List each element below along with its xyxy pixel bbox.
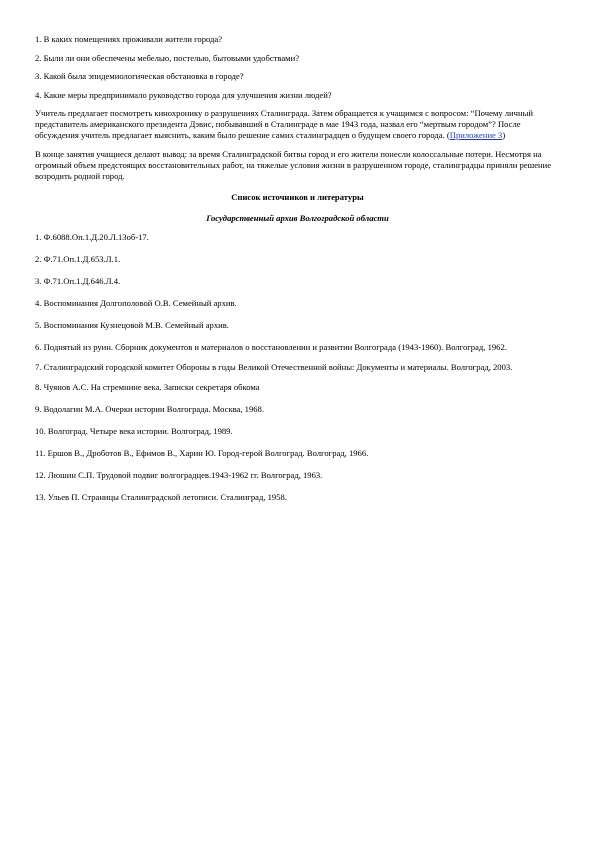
source-item-13: 13. Ульев П. Страницы Сталинградской летописи. Сталинград, 1958. <box>35 491 287 502</box>
archive-subtitle: Государственный архив Волгоградской области <box>206 212 389 223</box>
lesson-paragraph-2: В конце занятия учащиеся делают вывод: за время Сталинградской битвы город и его жители понесли колоссальные потери. Несмотря на огромный объем предстоящих восстановительных работ, на тяжелые условия жизни в разрушенном городе, сталинградцы приняли решение возродить родной город. <box>35 148 552 181</box>
lesson-paragraph-1-text: Учитель предлагает посмотреть кинохронику о разрушениях Сталинграда. Затем обращается к учащимся с вопросом: “Почему личный представитель американского президента Дэвис, побывавший в Сталинграде в мае 1943 года, назвал его “мертвым городом”? После обсуждения учитель предлагает выяснить, каким было решение самих сталинградцев о будущем своего города. ( <box>35 108 533 140</box>
question-3: 3. Какой была эпидемиологическая обстановка в городе? <box>35 71 244 81</box>
question-4: 4. Какие меры предпринимало руководство города для улучшения жизни людей? <box>35 89 332 100</box>
source-item-9: 9. Водолагин М.А. Очерки истории Волгограда. Москва, 1968. <box>35 403 265 414</box>
source-item-5: 5. Воспоминания Кузнецовой М.В. Семейный архив. <box>35 319 229 330</box>
source-item-6: 6. Поднятый из руин. Сборник документов и материалов о восстановлении и развитии Волгограда (1943-1960). Волгоград, 1962. <box>35 341 507 352</box>
document-page <box>35 34 560 514</box>
source-item-10: 10. Волгоград. Четыре века истории. Волгоград, 1989. <box>35 425 233 436</box>
source-item-3: 3. Ф.71.Оп.1.Д.646.Л.4. <box>35 275 121 286</box>
lesson-paragraph-1-tail: ) <box>502 130 506 140</box>
source-item-8: 8. Чуянов А.С. На стремнине века. Записки секретаря обкома <box>35 381 260 392</box>
source-item-12: 12. Люшин С.П. Трудовой подвиг волгоградцев.1943-1962 гг. Волгоград, 1963. <box>35 469 323 480</box>
lesson-paragraph-1 <box>35 108 560 141</box>
source-item-7: 7. Сталинградский городской комитет Обороны в годы Великой Отечественной войны: Документы и материалы. Волгоград, 2003. <box>35 361 513 372</box>
source-item-1: 1. Ф.6088.Оп.1.Д.20.Л.13об-17. <box>35 231 149 242</box>
source-item-4: 4. Воспоминания Долгополовой О.В. Семейный архив. <box>35 297 237 308</box>
source-item-11: 11. Ершов В., Дроботов В., Ефимов В., Харин Ю. Город-герой Волгоград. Волгоград, 1966. <box>35 447 369 458</box>
question-2: 2. Были ли они обеспечены мебелью, постелью, бытовыми удобствами? <box>35 52 300 63</box>
sources-title: Список источников и литературы <box>231 191 364 202</box>
appendix-3-link[interactable]: Приложение 3 <box>449 130 503 140</box>
sources-list <box>35 232 560 503</box>
question-1: 1. В каких помещениях проживали жители города? <box>35 34 223 44</box>
source-item-2: 2. Ф.71.Оп.1.Д.653.Л.1. <box>35 253 121 264</box>
